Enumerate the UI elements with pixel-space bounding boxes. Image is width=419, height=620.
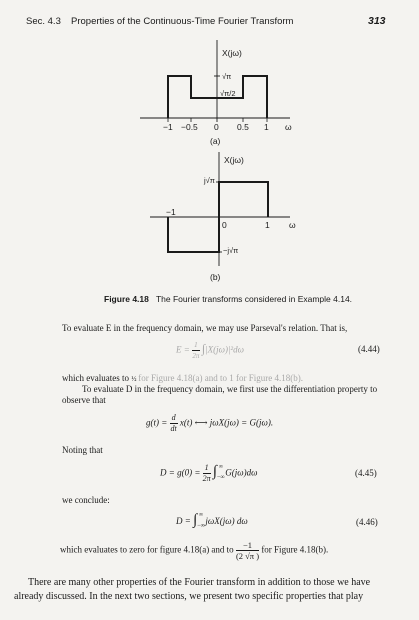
paragraph-other-properties-1: There are many other properties of the Fourier transform in addition to those we have (28, 577, 371, 588)
page-number: 313 (368, 15, 386, 27)
equation-4-46: $D = \int_{-\infty}^\infty$ jωX(jω) dω (176, 512, 248, 529)
figure-caption-text: The Fourier transforms considered in Example 4.14. (155, 294, 353, 304)
paragraph-other-properties-2: already discussed. In the next two sections, we present two specific properties that play (14, 591, 364, 602)
figure-a-xtick: 0 (214, 122, 219, 132)
figure-b-xlabel: ω (289, 220, 296, 230)
figure-caption-label: Figure 4.18 (104, 294, 149, 304)
equation-4-44: E = $\frac{1}{2\pi}$ ∫|X(jω)|²dω (176, 341, 244, 360)
equation-4-46-rhs: jωX(jω) dω (205, 516, 248, 526)
paragraph-zero-start: which evaluates to zero for figure 4.18(a) and to (60, 544, 234, 555)
equation-g-lhs: g(t) = (146, 417, 168, 428)
figure-a-ytick-mid: √π/2 (220, 89, 236, 98)
figure-b-ytick-top: j√π (204, 176, 215, 185)
figure-b-xtick-right: 1 (265, 220, 270, 230)
equation-g-rhs: x(t) ⟷ jωX(jω) = G(jω). (179, 417, 274, 428)
equation-4-45-rhs: G(jω)dω (225, 467, 258, 478)
equation-4-45-lhs: D = g(0) = (160, 467, 201, 478)
equation-4-45: D = g(0) = $\frac{1}{2\pi}$ $\int_{-\infty}^\infty$ G(jω)dω (160, 463, 258, 483)
figure-a-label: (a) (210, 136, 221, 146)
result-fraction-denominator: (2 √π ) (235, 551, 260, 561)
equation-number-4-45: (4.45) (355, 468, 377, 478)
paragraph-differentiation: To evaluate D in the frequency domain, we first use the differentiation property to (82, 384, 378, 394)
figure-b (0, 0, 419, 300)
figure-a-ytick-top: √π (222, 72, 232, 81)
paragraph-observe: observe that (62, 395, 106, 405)
equation-g-of-t: g(t) = $\frac{d}{dt}$ x(t) ⟷ jωX(jω) = G(jω). (146, 413, 274, 433)
figure-b-ytick-bottom: −j√π (223, 246, 239, 255)
paragraph-parseval: To evaluate E in the frequency domain, we may use Parseval's relation. That is, (62, 323, 348, 333)
result-fraction-numerator: −1 (236, 540, 259, 551)
paragraph-evaluates-end: for Figure 4.18(a) and to 1 for Figure 4.18(b). (138, 373, 303, 383)
equation-number-4-46: (4.46) (356, 517, 378, 527)
figure-b-xtick-zero: 0 (222, 220, 227, 230)
paragraph-zero-end: for Figure 4.18(b). (261, 544, 329, 555)
equation-4-46-lhs: D = (176, 516, 191, 526)
running-title: Properties of the Continuous-Time Fourier Transform (71, 16, 294, 27)
figure-a-xtick: 1 (264, 122, 269, 132)
figure-b-xtick-left: −1 (166, 207, 176, 217)
figure-a-xtick: 0.5 (237, 122, 249, 132)
paragraph-evaluates: which evaluates to ½ for Figure 4.18(a) and to 1 for Figure 4.18(b). (62, 373, 303, 383)
figure-a-xtick: −0.5 (181, 122, 198, 132)
paragraph-conclude: we conclude: (62, 495, 110, 505)
figure-b-ylabel: X(jω) (224, 155, 244, 165)
figure-a-ylabel: X(jω) (222, 48, 242, 58)
equation-number-4-44: (4.44) (358, 344, 380, 354)
paragraph-zero-result (60, 540, 328, 561)
figure-b-label: (b) (210, 272, 221, 282)
figure-a-xtick: −1 (163, 122, 173, 132)
figure-a-xlabel: ω (285, 122, 292, 132)
paragraph-evaluates-start: which evaluates to (62, 373, 129, 383)
section-label: Sec. 4.3 (26, 16, 61, 27)
paragraph-noting: Noting that (62, 445, 103, 455)
figure-caption (104, 294, 352, 304)
